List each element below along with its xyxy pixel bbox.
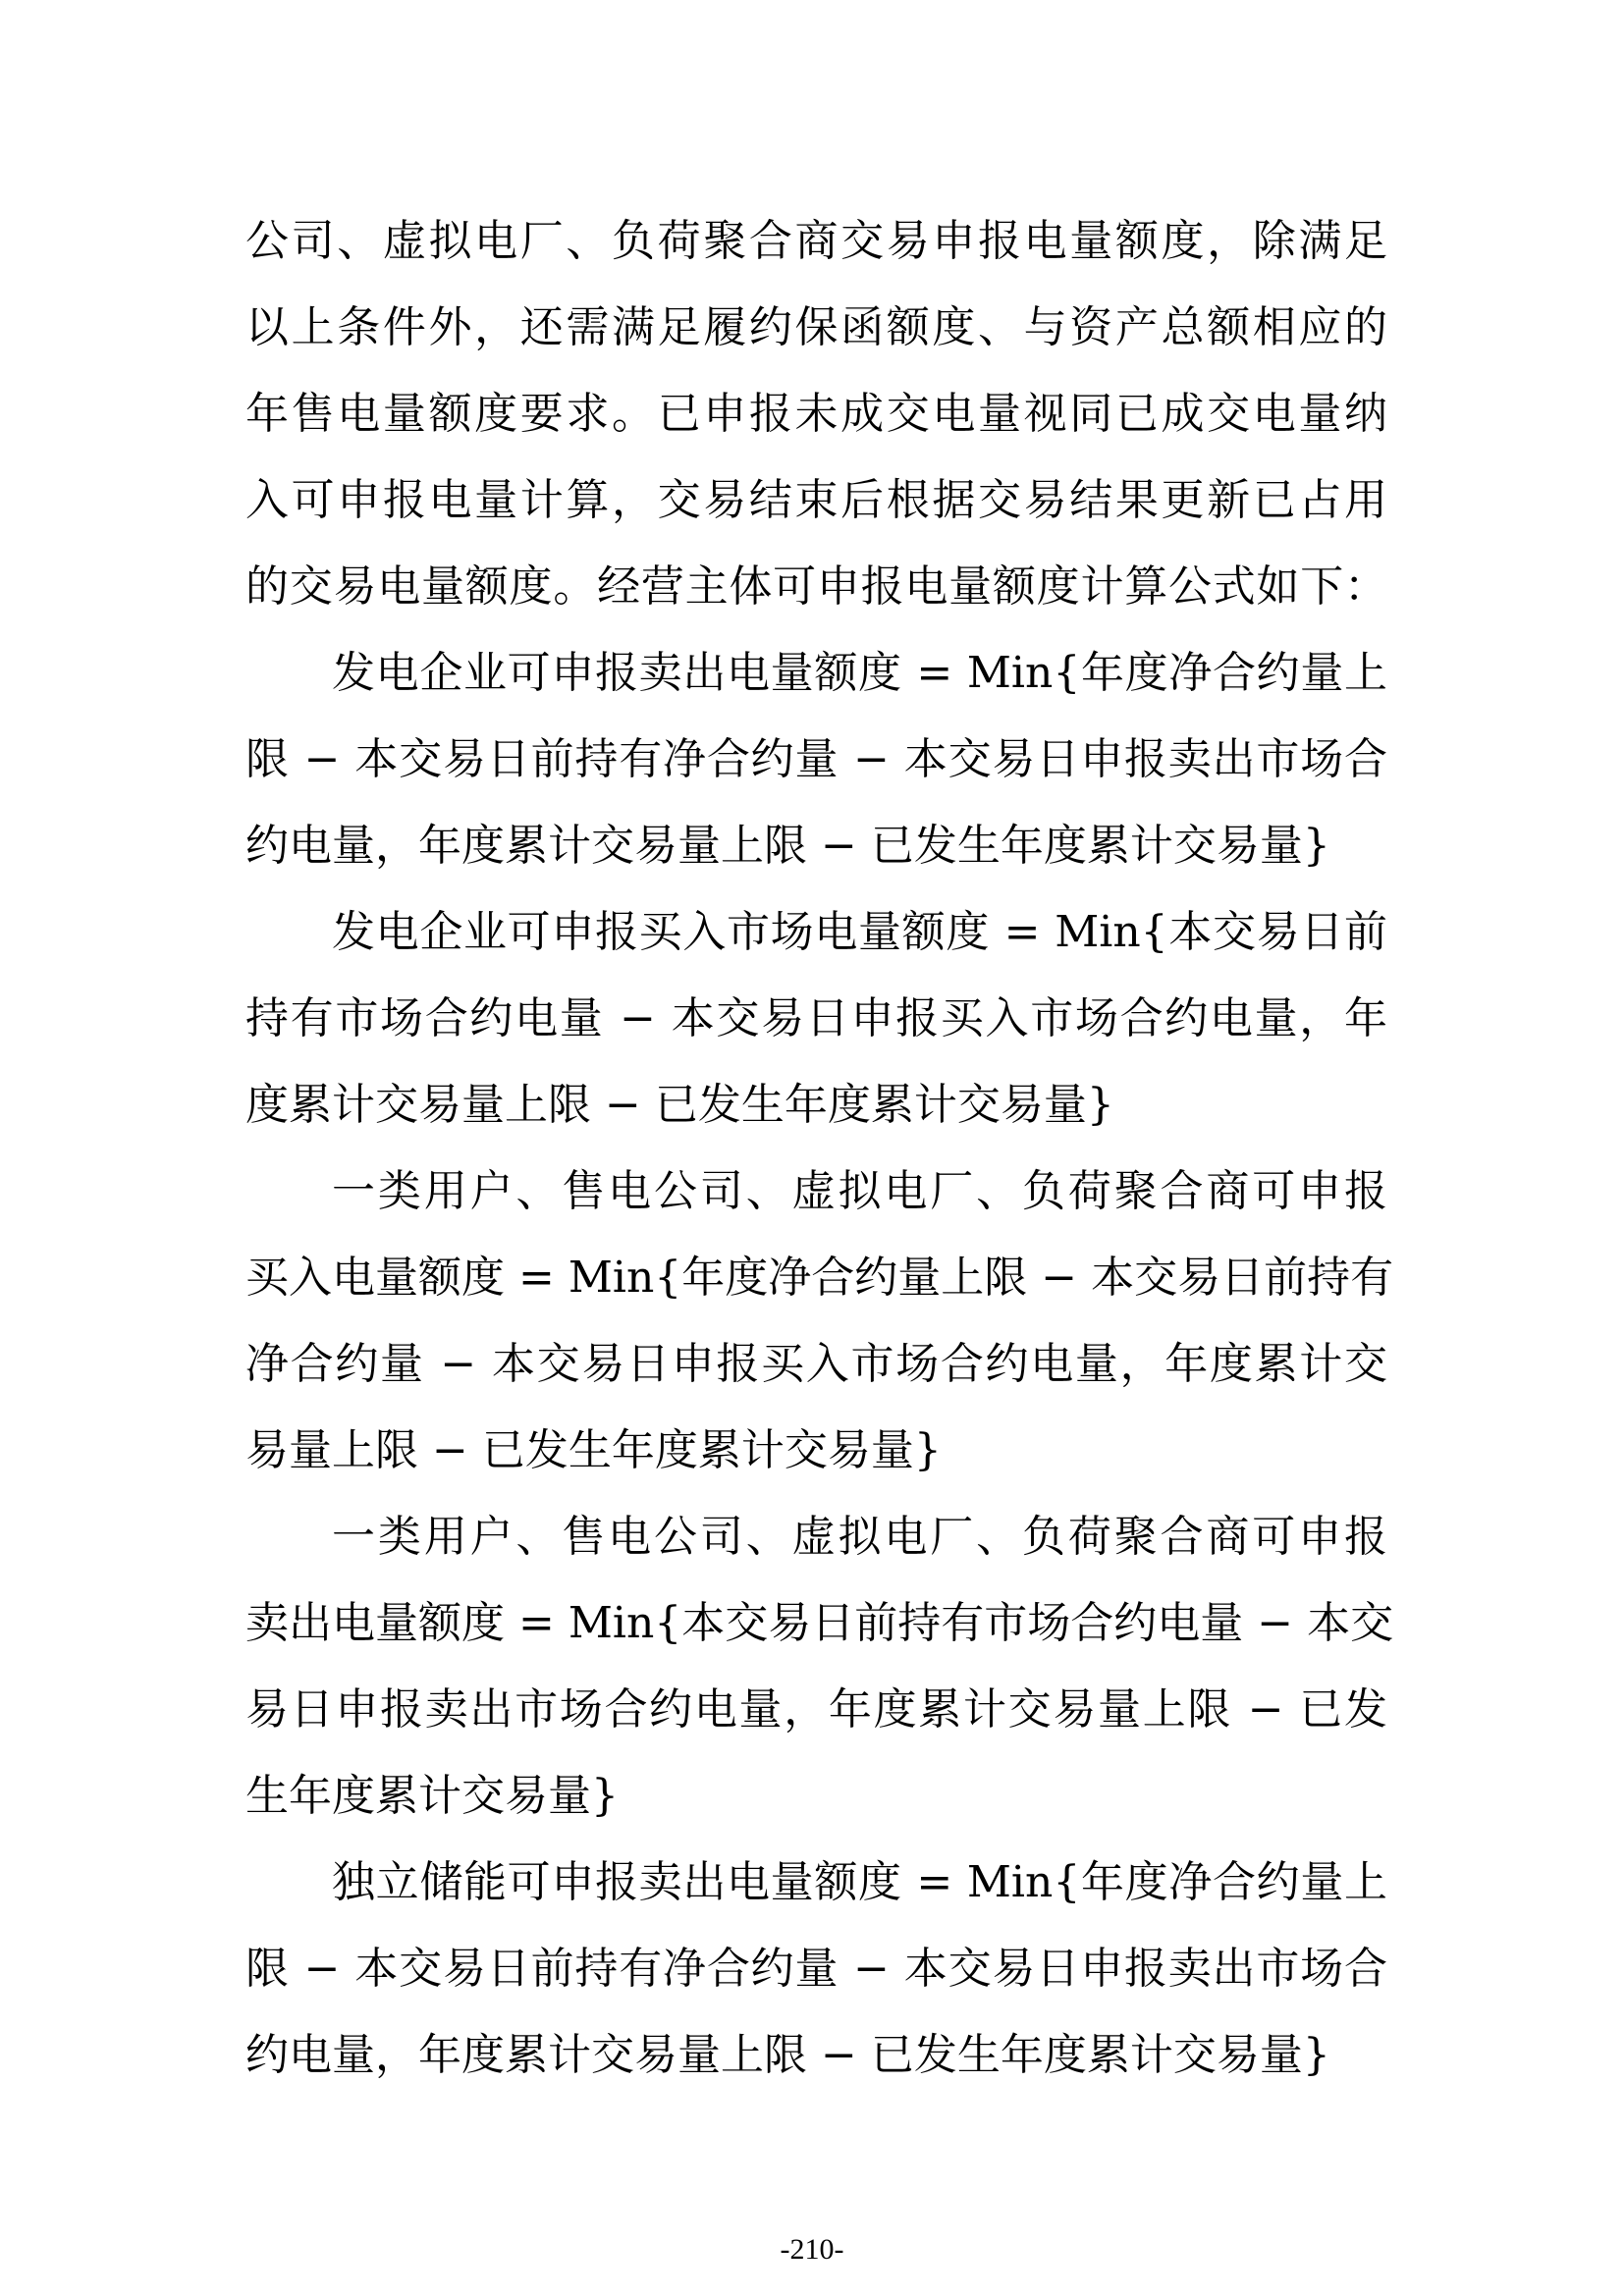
text-line: 的交易电量额度。经营主体可申报电量额度计算公式如下： [245,561,1387,612]
formula-line: 买入电量额度 = Min{年度净合约量上限 − 本交易日前持有 [245,1253,1394,1303]
formula-line: 持有市场合约电量 − 本交易日申报买入市场合约电量，年 [245,993,1387,1043]
formula-line: 度累计交易量上限 − 已发生年度累计交易量} [245,1080,1114,1130]
formula-line: 生年度累计交易量} [245,1771,619,1821]
formula-line: 约电量，年度累计交易量上限 − 已发生年度累计交易量} [245,821,1330,871]
text-line: 以上条件外，还需满足履约保函额度、与资产总额相应的 [245,302,1387,352]
formula-line: 易量上限 − 已发生年度累计交易量} [245,1425,942,1475]
formula-line: 易日申报卖出市场合约电量，年度累计交易量上限 − 已发 [245,1684,1387,1735]
formula-line: 净合约量 − 本交易日申报买入市场合约电量，年度累计交 [245,1339,1387,1389]
formula-line: 独立储能可申报卖出电量额度 = Min{年度净合约量上 [332,1857,1387,1907]
text-line: 公司、虚拟电厂、负荷聚合商交易申报电量额度，除满足 [245,216,1387,266]
formula-line: 一类用户、售电公司、虚拟电厂、负荷聚合商可申报 [332,1512,1387,1562]
formula-line: 一类用户、售电公司、虚拟电厂、负荷聚合商可申报 [332,1166,1387,1216]
formula-line: 发电企业可申报买入市场电量额度 = Min{本交易日前 [332,907,1387,957]
formula-line: 发电企业可申报卖出电量额度 = Min{年度净合约量上 [332,648,1387,698]
formula-line: 限 − 本交易日前持有净合约量 − 本交易日申报卖出市场合 [245,734,1387,784]
text-line: 年售电量额度要求。已申报未成交电量视同已成交电量纳 [245,389,1387,439]
formula-line: 卖出电量额度 = Min{本交易日前持有市场合约电量 − 本交 [245,1598,1394,1648]
text-line: 入可申报电量计算，交易结束后根据交易结果更新已占用 [245,475,1387,525]
formula-line: 约电量，年度累计交易量上限 − 已发生年度累计交易量} [245,2030,1330,2080]
page-number: -210- [780,2233,844,2266]
formula-line: 限 − 本交易日前持有净合约量 − 本交易日申报卖出市场合 [245,1944,1387,1994]
